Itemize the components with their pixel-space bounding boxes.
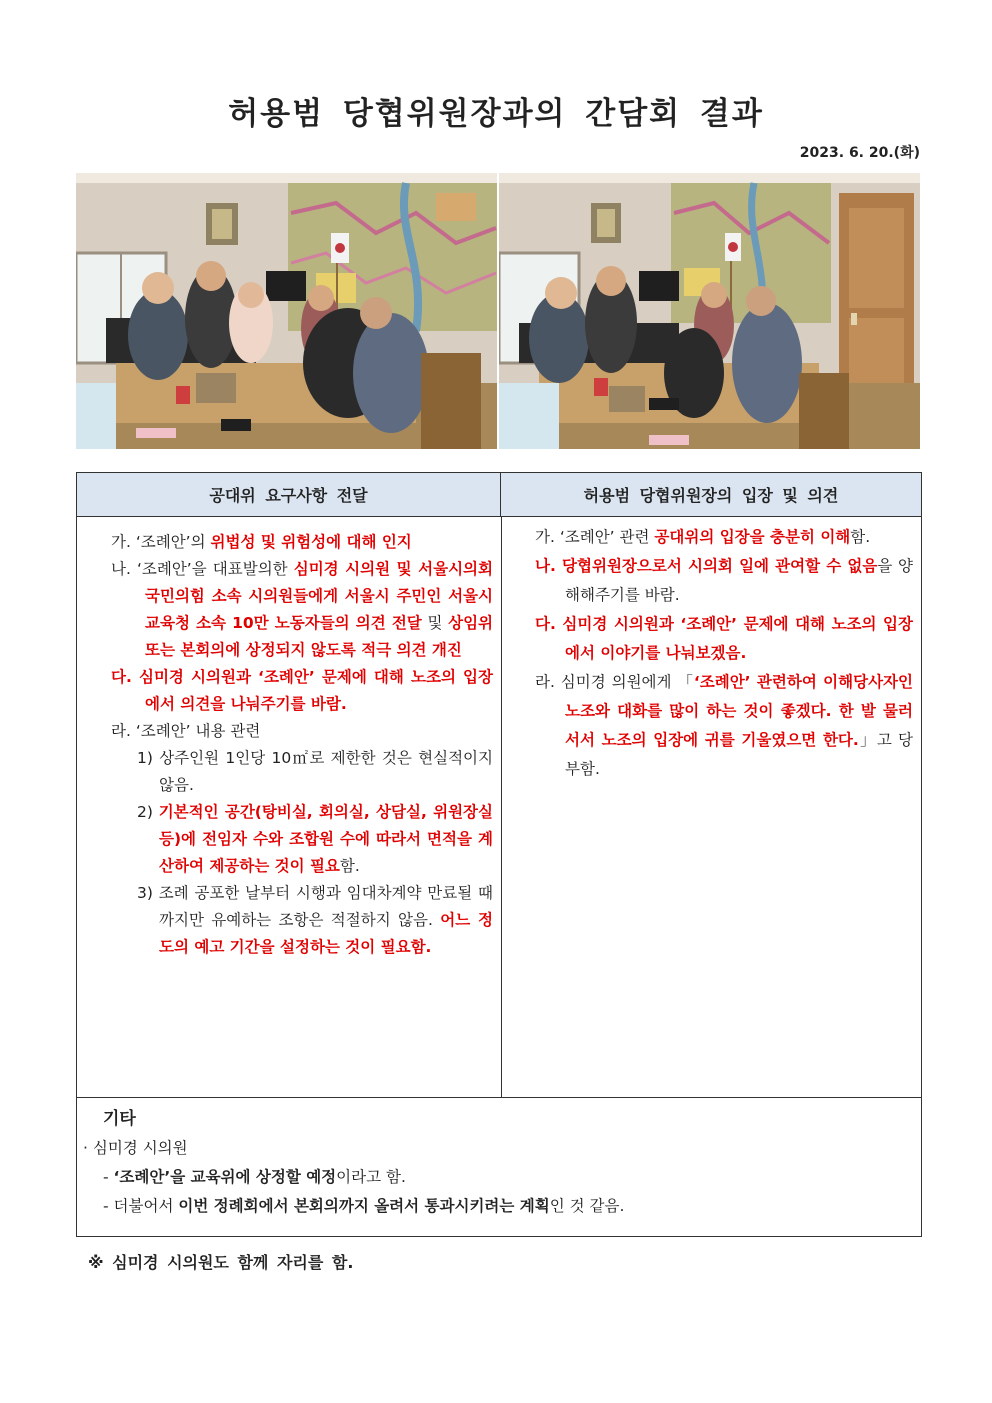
column-divider (501, 517, 502, 1097)
demand-subitem-3: 3) 조례 공포한 날부터 시행과 임대차계약 만료될 때까지만 유예하는 조항은 적절하지 않음. 어느 정도의 예고 기간을 설정하는 것이 필요함. (137, 884, 493, 956)
other-notes-section (77, 1105, 921, 1221)
demand-item-da: 다. 심미경 시의원과 ‘조례안’ 문제에 대해 노조의 입장에서 의견을 나눠주기를 바람. (111, 668, 493, 713)
meeting-photo-1 (76, 173, 497, 449)
meeting-result-table (76, 472, 922, 1237)
opinion-item-ga: 가. ‘조례안’ 관련 공대위의 입장을 충분히 이해함. (535, 528, 871, 546)
union-demands-column (111, 529, 493, 961)
demand-item-ra: 라. ‘조례안’ 내용 관련 (111, 722, 261, 740)
row-divider (77, 1097, 921, 1098)
meeting-photo-2 (499, 173, 920, 449)
demand-item-ga: 가. ‘조례안’의 위법성 및 위험성에 대해 인지 (111, 533, 412, 551)
meeting-photo-1-image (76, 173, 497, 449)
other-notes-person: · 심미경 시의원 (83, 1139, 188, 1157)
opinion-item-da: 다. 심미경 시의원과 ‘조례안’ 문제에 대해 노조의 입장에서 이야기를 나눠보겠음. (535, 615, 913, 662)
other-notes-line-2: - 더불어서 이번 정례회에서 본회의까지 올려서 통과시키려는 계획인 것 같음. (103, 1197, 625, 1215)
other-notes-line-1: - ‘조례안’을 교육위에 상정할 예정이라고 함. (103, 1168, 406, 1186)
demand-subitem-1: 1) 상주인원 1인당 10㎡로 제한한 것은 현실적이지 않음. (137, 749, 493, 794)
demand-item-na: 나. ‘조례안’을 대표발의한 심미경 시의원 및 서울시의회 국민의힘 소속 시의원들에게 서울시 주민인 서울시교육청 소속 10만 노동자들의 의견 전달 및 상임위 또는 본회의에 상정되지 않도록 적극 의견 개진 (111, 560, 494, 659)
meeting-photo-2-image (499, 173, 920, 449)
footnote: ※ 심미경 시의원도 함께 자리를 함. (88, 1253, 354, 1272)
opinion-item-ra: 라. 심미경 의원에게 「‘조례안’ 관련하여 이해당사자인 노조와 대화를 많이 하는 것이 좋겠다. 한 발 물러서서 노조의 입장에 귀를 기울였으면 한다.」고 당부함. (535, 673, 914, 778)
right-column-header: 허용범 당협위원장의 입장 및 의견 (501, 473, 921, 517)
document-date: 2023. 6. 20.(화) (799, 145, 920, 161)
document-title: 허용범 당협위원장과의 간담회 결과 (228, 96, 764, 132)
demand-subitem-2: 2) 기본적인 공간(탕비실, 회의실, 상담실, 위원장실 등)에 전임자 수와 조합원 수에 따라서 면적을 계산하여 제공하는 것이 필요함. (137, 803, 493, 875)
opinion-item-na: 나. 당협위원장으로서 시의회 일에 관여할 수 없음을 양해해주기를 바람. (535, 557, 914, 604)
other-notes-title: 기타 (103, 1109, 136, 1129)
left-column-header: 공대위 요구사항 전달 (77, 473, 501, 517)
chairman-opinion-column (535, 523, 913, 784)
